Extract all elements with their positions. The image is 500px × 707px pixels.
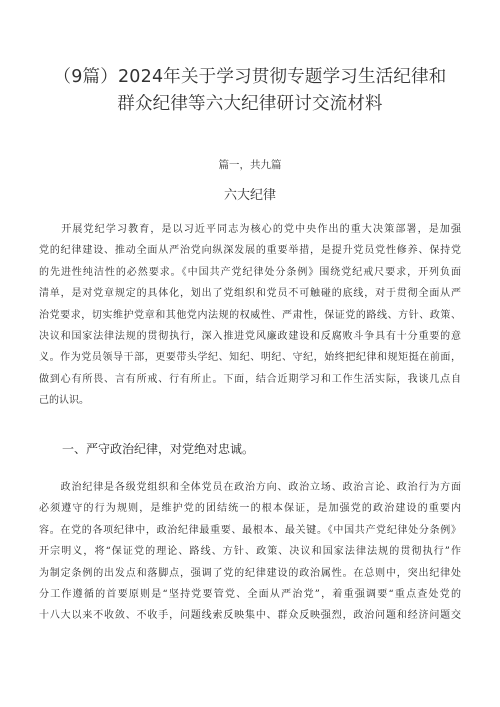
paragraph-line: 开展党纪学习教育，是以习近平同志为核心的党中央作出的重大决策部署，是加强	[39, 224, 461, 235]
paragraph-line: 分工作遵循的首要原则是“坚持党要管党、全面从严治党”，着重强调要“重点查处党的	[39, 589, 461, 601]
paragraph-line: 开宗明义，将“保证党的理论、路线、方针、政策、决议和国家法律法规的贯彻执行”作	[39, 546, 461, 558]
paragraph-political-discipline	[39, 477, 461, 627]
chapter-label: 篇一，共九篇	[218, 159, 282, 171]
paragraph-line: 义。作为党员领导干部，更要带头学纪、知纪、明纪、守纪，始终把纪律和规矩挺在前面，	[39, 352, 461, 364]
document-title	[40, 64, 460, 118]
paragraph-line: 为制定条例的出发点和落脚点，强调了党的纪律建设的政治属性。在总则中，突出纪律处	[39, 567, 461, 579]
paragraph-line: 清单，是对党章规定的具体化，划出了党组织和党员不可触碰的底线，对于贯彻全面从严	[39, 288, 461, 300]
paragraph-line: 十八大以来不收敛、不收手，问题线索反映集中、群众反映强烈，政治问题和经济问题交	[39, 610, 461, 622]
title-line-2: 群众纪律等六大纪律研讨交流材料	[117, 94, 383, 114]
paragraph-intro	[39, 219, 461, 412]
paragraph-line: 党的纪律建设、推动全面从严治党向纵深发展的重要举措，是提升党员党性修养、保持党	[39, 245, 461, 257]
section-heading: 一、严守政治纪律，对党绝对忠诚。	[62, 442, 255, 456]
paragraph-line: 治党要求，切实维护党章和其他党内法规的权威性、严肃性，保证党的路线、方针、政策、	[39, 309, 461, 321]
paragraph-line: 必须遵守的行为规则，是维护党的团结统一的根本保证，是加强党的政治建设的重要内	[39, 503, 461, 515]
paragraph-line: 做到心有所畏、言有所戒、行有所止。下面，结合近期学习和工作生活实际，我谈几点自	[39, 373, 461, 385]
section-subtitle: 六大纪律	[223, 188, 276, 203]
title-line-1: （9篇）2024年关于学习贯彻专题学习生活纪律和	[53, 67, 447, 87]
paragraph-line: 的先进性纯洁性的必然要求。《中国共产党纪律处分条例》围绕党纪戒尺要求，开列负面	[39, 266, 461, 278]
paragraph-line: 决议和国家法律法规的贯彻执行，深入推进党风廉政建设和反腐败斗争具有十分重要的意	[39, 331, 461, 343]
paragraph-line: 容。在党的各项纪律中，政治纪律最重要、最根本、最关键。《中国共产党纪律处分条例》	[39, 524, 461, 536]
paragraph-line: 己的认识。	[39, 395, 89, 407]
paragraph-line: 政治纪律是各级党组织和全体党员在政治方向、政治立场、政治言论、政治行为方面	[39, 482, 461, 493]
